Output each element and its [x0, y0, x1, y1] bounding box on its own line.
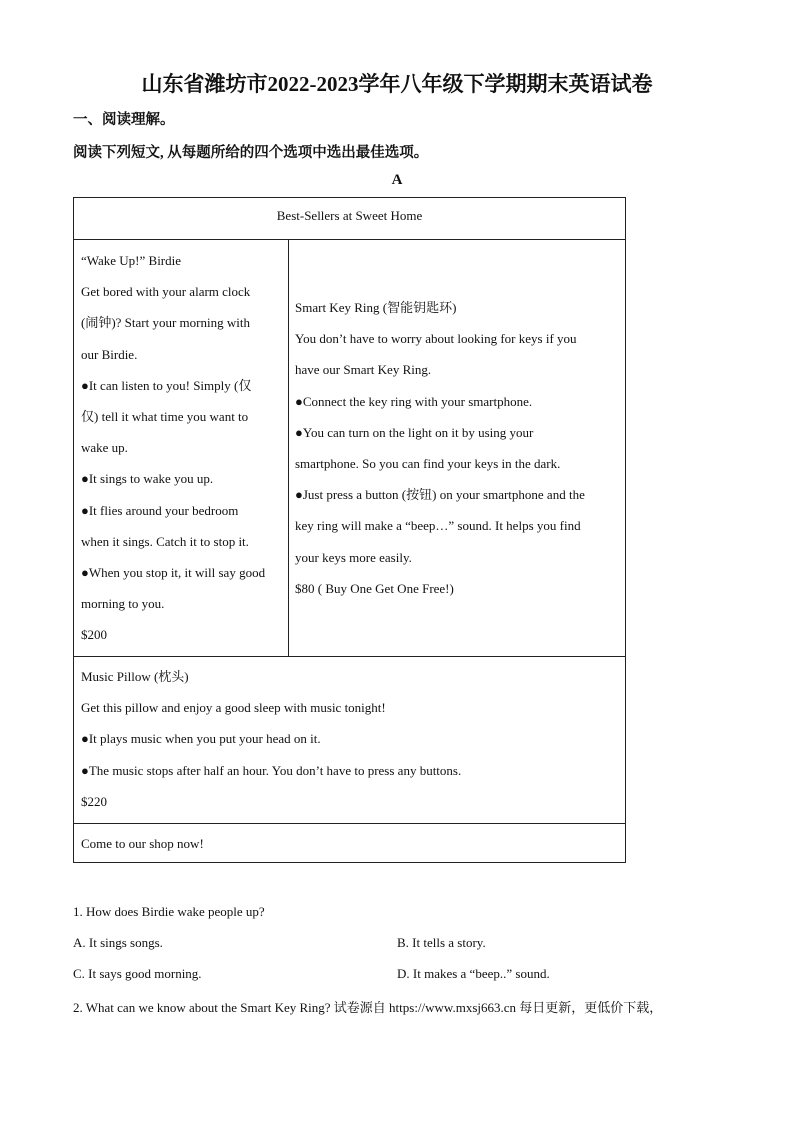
passage-label: A	[391, 172, 403, 188]
keyring-cell	[295, 292, 585, 604]
document-title: 山东省潍坊市2022-2023学年八年级下学期期末英语试卷	[141, 72, 653, 96]
section-heading: 一、阅读理解。	[73, 112, 175, 128]
pillow-line: ●It plays music when you put your head on it.	[81, 731, 321, 747]
footer-cell	[81, 828, 204, 859]
birdie-line: (闹钟)? Start your morning with	[81, 315, 250, 331]
birdie-line: morning to you.	[81, 596, 165, 612]
keyring-line: You don’t have to worry about looking for keys if you	[295, 331, 577, 347]
birdie-line: wake up.	[81, 440, 128, 456]
keyring-line: your keys more easily.	[295, 549, 412, 565]
table-column-divider	[288, 239, 289, 656]
birdie-line: ●When you stop it, it will say good	[81, 565, 266, 581]
question-2: 2. What can we know about the Smart Key Ring? 试卷源自 https://www.mxsj663.cn 每日更新，更低价下载，	[73, 1000, 663, 1015]
keyring-line: ●Just press a button (按钮) on your smartphone and the	[295, 487, 585, 503]
keyring-price: $80 ( Buy One Get One Free!)	[295, 580, 454, 596]
question-1: 1. How does Birdie wake people up?	[73, 904, 265, 919]
table-divider	[74, 823, 625, 824]
option-1b: B. It tells a story.	[397, 935, 486, 950]
table-divider	[74, 656, 625, 657]
birdie-line: ●It sings to wake you up.	[81, 471, 214, 487]
birdie-line: ●It flies around your bedroom	[81, 502, 239, 518]
birdie-cell	[81, 245, 265, 651]
shop-invitation: Come to our shop now!	[81, 836, 204, 851]
option-1a: A. It sings songs.	[73, 935, 163, 950]
product-table	[73, 197, 626, 863]
birdie-line: ●It can listen to you! Simply (仅	[81, 377, 252, 393]
keyring-line: smartphone. So you can find your keys in the dark.	[295, 456, 561, 472]
birdie-title: “Wake Up!” Birdie	[81, 253, 182, 268]
instruction-text: 阅读下列短文, 从每题所给的四个选项中选出最佳选项。	[73, 145, 429, 161]
birdie-line: our Birdie.	[81, 346, 138, 362]
keyring-title: Smart Key Ring (智能钥匙环)	[295, 300, 457, 315]
keyring-line: key ring will make a “beep…” sound. It helps you find	[295, 518, 581, 534]
birdie-line: when it sings. Catch it to stop it.	[81, 533, 249, 549]
pillow-price: $220	[81, 793, 107, 809]
option-1d: D. It makes a “beep..” sound.	[397, 966, 550, 981]
pillow-title: Music Pillow (枕头)	[81, 669, 189, 684]
keyring-line: have our Smart Key Ring.	[295, 362, 432, 378]
pillow-line: ●The music stops after half an hour. You don’t have to press any buttons.	[81, 762, 462, 778]
table-heading: Best-Sellers at Sweet Home	[276, 208, 423, 223]
birdie-price: $200	[81, 627, 107, 643]
pillow-cell	[81, 661, 461, 817]
table-divider	[74, 239, 625, 240]
birdie-line: Get bored with your alarm clock	[81, 284, 251, 300]
option-1c: C. It says good morning.	[73, 966, 202, 981]
pillow-line: Get this pillow and enjoy a good sleep with music tonight!	[81, 700, 386, 716]
keyring-line: ●You can turn on the light on it by using your	[295, 424, 534, 440]
birdie-line: 仅) tell it what time you want to	[81, 409, 249, 425]
keyring-line: ●Connect the key ring with your smartphone.	[295, 393, 533, 409]
